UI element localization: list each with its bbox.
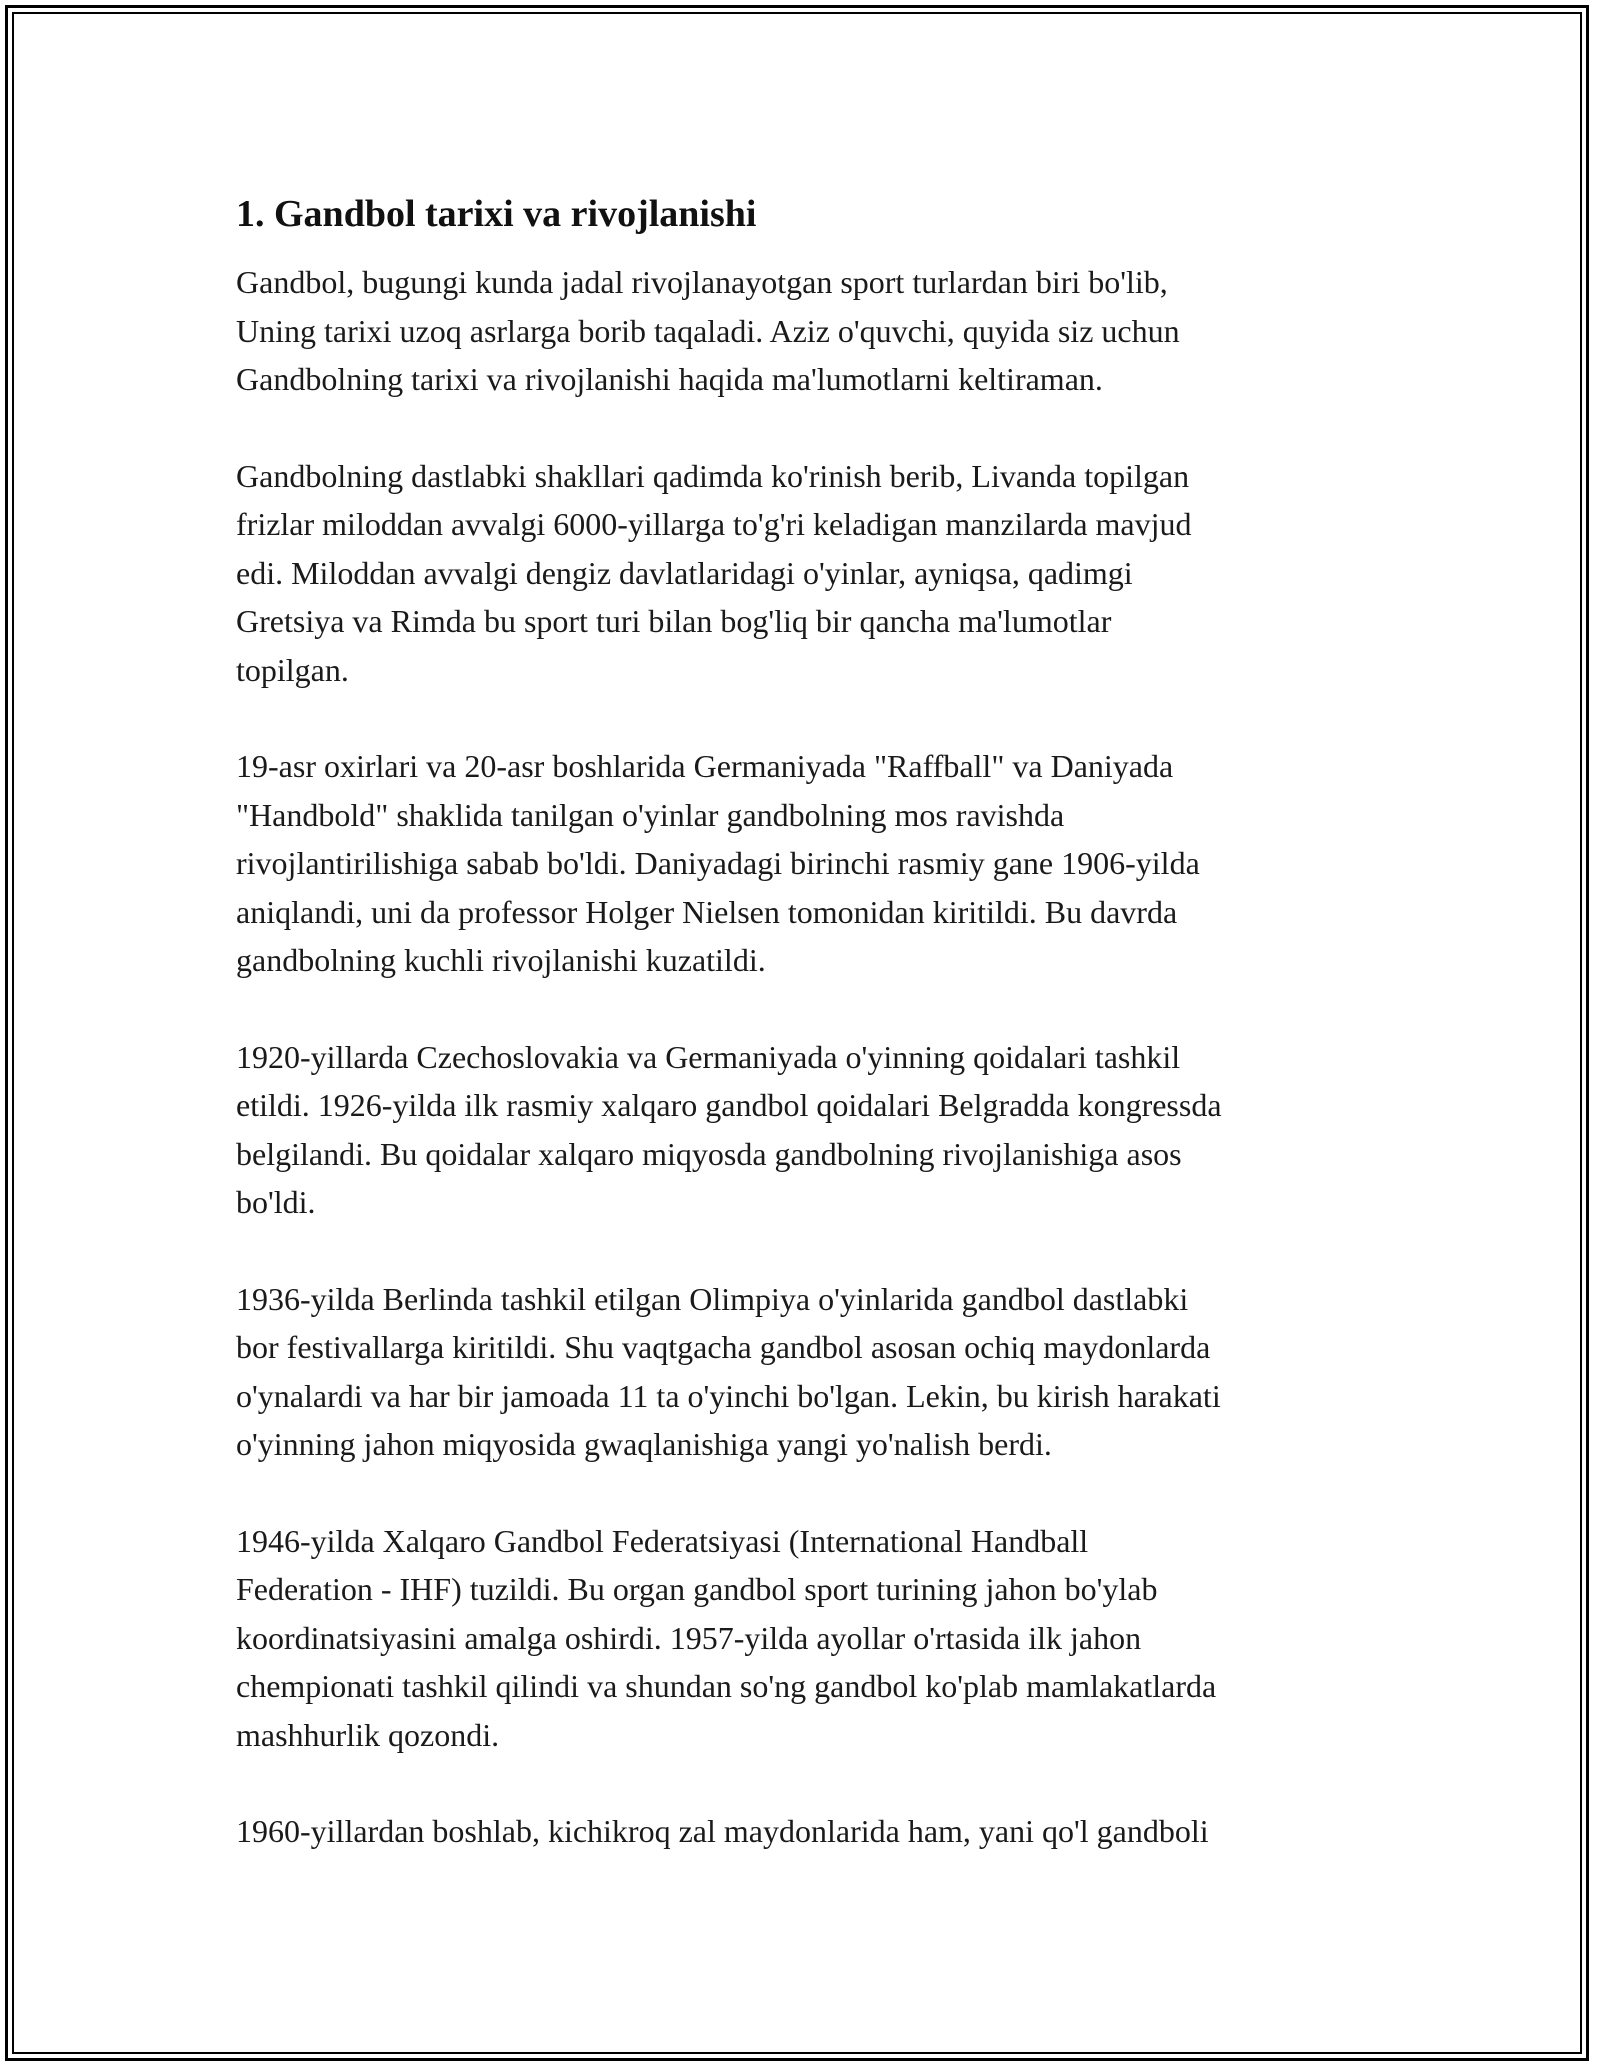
section-title: 1. Gandbol tarixi va rivojlanishi — [236, 193, 757, 235]
paragraph-1920s: 1920-yillarda Czechoslovakia va Germaniyada o'yinning qoidalari tashkil etildi. 1926-yilda ilk rasmiy xalqaro gandbol qoidalari Belgradda kongressda belgilandi. Bu qoidalar xalqaro miqyosda gandbolning rivojlanishiga asos bo'ldi. — [236, 1038, 1222, 1220]
paragraph-1946: 1946-yilda Xalqaro Gandbol Federatsiyasi (International Handball Federation - IHF) tuzildi. Bu organ gandbol sport turining jahon bo'ylab koordinatsiyasini amalga oshirdi. 1957-yilda ayollar o'rtasida ilk jahon chempionati tashkil qilindi va shundan so'ng gandbol ko'plab mamlakatlarda mashhurlik qozondi. — [236, 1522, 1217, 1753]
paragraph-19th-century: 19-asr oxirlari va 20-asr boshlarida Germaniyada "Raffball" va Daniyada "Handbold" shaklida tanilgan o'yinlar gandbolning mos ravishda rivojlantirilishiga sabab bo'ldi. Daniyadagi birinchi rasmiy gane 1906-yilda aniqlandi, uni da professor Holger Nielsen tomonidan kiritildi. Bu davrda gandbolning kuchli rivojlanishi kuzatildi. — [236, 748, 1200, 978]
paragraph-intro: Gandbol, bugungi kunda jadal rivojlanayotgan sport turlardan biri bo'lib, Uning tarixi uzoq asrlarga borib taqaladi. Aziz o'quvchi, quyida siz uchun Gandbolning tarixi va rivojlanishi haqida ma'lumotlarni keltiraman. — [236, 264, 1180, 397]
paragraph-1936: 1936-yilda Berlinda tashkil etilgan Olimpiya o'yinlarida gandbol dastlabki bor festivallarga kiritildi. Shu vaqtgacha gandbol asosan ochiq maydonlarda o'ynalardi va har bir jamoada 11 ta o'yinchi bo'lgan. Lekin, bu kirish harakati o'yinning jahon miqyosida gwaqlanishiga yangi yo'nalish berdi. — [236, 1280, 1221, 1462]
paragraph-1960s: 1960-yillardan boshlab, kichikroq zal maydonlarida ham, yani qo'l gandboli — [236, 1813, 1209, 1849]
document-body — [236, 184, 1386, 1904]
paragraph-early-forms: Gandbolning dastlabki shakllari qadimda ko'rinish berib, Livanda topilgan frizlar miloddan avvalgi 6000-yillarga to'g'ri keladigan manzilarda mavjud edi. Miloddan avvalgi dengiz davlatlaridagi o'yinlar, ayniqsa, qadimgi Gretsiya va Rimda bu sport turi bilan bog'liq bir qancha ma'lumotlar topilgan. — [236, 457, 1192, 688]
